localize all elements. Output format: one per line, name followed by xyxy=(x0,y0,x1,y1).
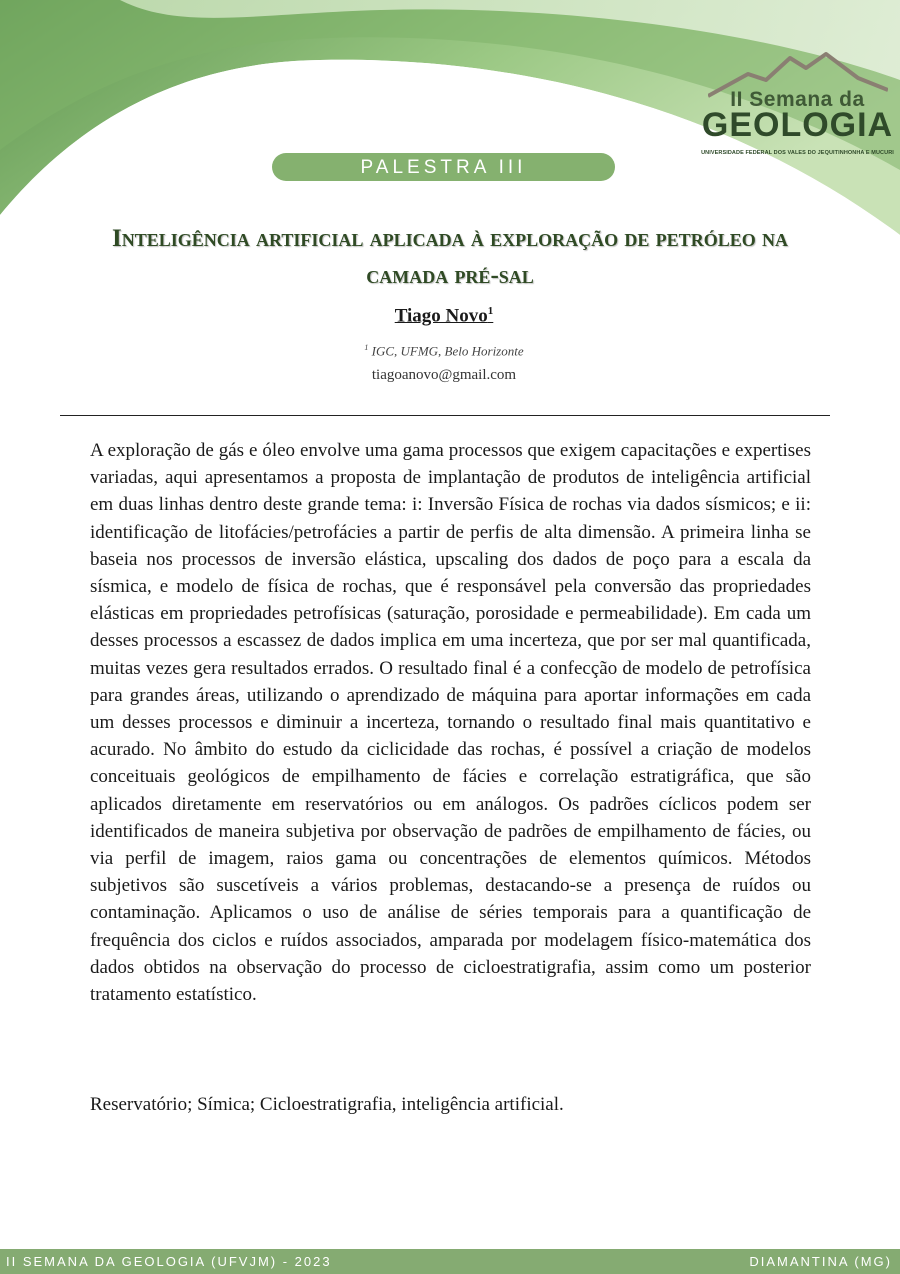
abstract-paragraph: A exploração de gás e óleo envolve uma gama processos que exigem capacitações e expertises variadas, aqui apresentamos a proposta de implantação de produtos de inteligência artificial em duas linhas dentro deste grande tema: i: Inversão Física de rochas via dados sísmicos; e ii: identificação de litofácies/petrofácies a partir de perfis de alta dimensão. A primeira linha se baseia nos processos de inversão elástica, upscaling dos dados de poço para a escala da sísmica, e modelo de física de rochas, que é responsável pela conversão das propriedades elásticas em propriedades petrofísicas (saturação, porosidade e permeabilidade). Em cada um desses processos a escassez de dados implica em uma incerteza, que por ser mal quantificada, muitas vezes gera resultados errados. O resultado final é a confecção de modelo de petrofísica para grandes áreas, utilizando o aprendizado de máquina para aportar informações em cada um desses processos e diminuir a incerteza, tornando o resultado final mais quantitativo e acurado. No âmbito do estudo da ciclicidade das rochas, é possível a criação de modelos conceituais geológicos de empilhamento de fácies e correlação estratigráfica, que são aplicados diretamente em reservatórios ou em análogos. Os padrões cíclicos podem ser identificados de maneira subjetiva por observação de padrões de empilhamento de fácies, ou via perfil de imagem, raios gama ou concentrações de elementos químicos. Métodos subjetivos são suscetíveis a vários problemas, destacando-se a presença de ruídos ou contaminação. Aplicamos o uso de análise de séries temporais para a quantificação de frequência dos ciclos e ruídos associados, amparada por modelagem físico-matemática dos dados obtidos na observação do processo de cicloestratigrafia, assim como um posterior tratamento estatístico. xyxy=(90,440,811,1006)
footer-bar xyxy=(0,1249,900,1274)
logo-line-2: GEOLOGIA xyxy=(701,106,894,144)
affiliation-superscript: 1 xyxy=(364,343,369,352)
event-logo xyxy=(700,50,895,165)
logo-line-1: II Semana da xyxy=(730,88,865,111)
affiliation-text: IGC, UFMG, Belo Horizonte xyxy=(368,343,524,359)
keywords: Reservatório; Símica; Cicloestratigrafia, inteligência artificial. xyxy=(90,1094,564,1115)
session-badge: PALESTRA III xyxy=(272,153,615,181)
footer-location: DIAMANTINA (MG) xyxy=(749,1254,892,1269)
author-name xyxy=(0,305,888,327)
footer-event: II SEMANA DA GEOLOGIA (UFVJM) - 2023 xyxy=(6,1254,332,1269)
article-title: Inteligência artificial aplicada à exploração de petróleo na camada pré-sal xyxy=(112,225,788,289)
author-superscript: 1 xyxy=(487,305,494,317)
author-email: tiagoanovo@gmail.com xyxy=(371,367,517,383)
logo-university-line: UNIVERSIDADE FEDERAL DOS VALES DO JEQUITINHONHA E MUCURI xyxy=(701,150,894,156)
author-name-text: Tiago Novo xyxy=(394,305,488,327)
section-divider xyxy=(60,415,830,416)
author-affiliation xyxy=(0,343,888,359)
